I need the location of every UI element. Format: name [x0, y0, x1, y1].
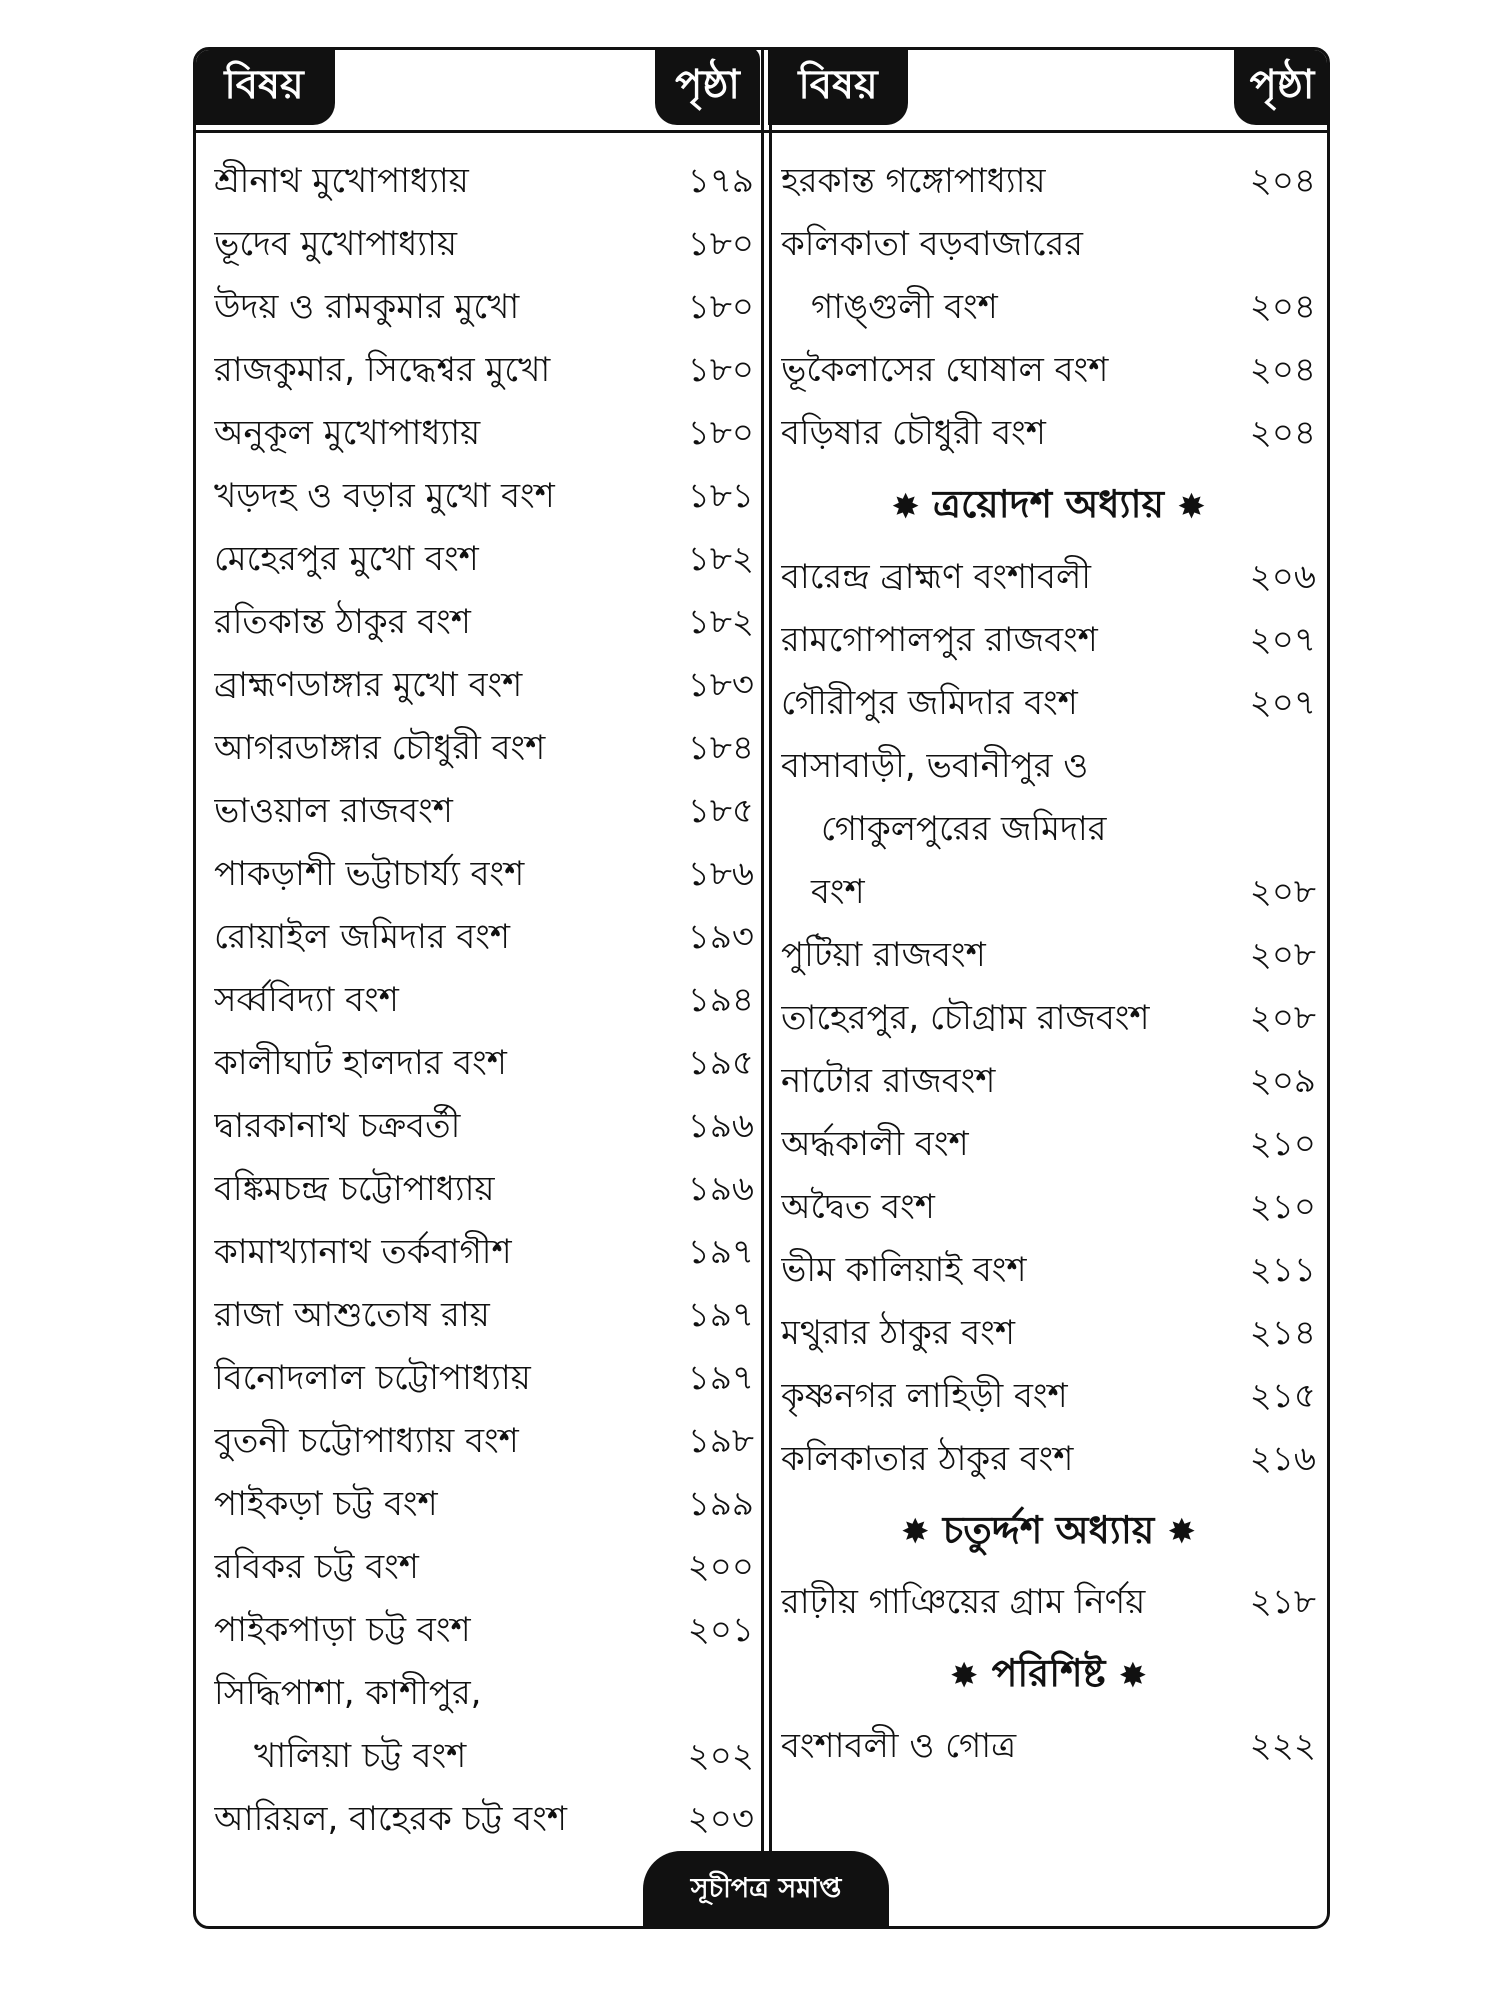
entry-title: অদ্বৈত বংশ [781, 1186, 935, 1227]
entry-page: ১৮২ [687, 539, 754, 579]
star-icon: ✸ [949, 1655, 979, 1696]
entry-page: ১৯৪ [687, 980, 754, 1020]
entry-page: ২০১ [687, 1610, 754, 1650]
entry-row [781, 1428, 1316, 1491]
entry-row [214, 717, 754, 780]
entry-title: সিদ্ধিপাশা, কাশীপুর, [214, 1673, 482, 1713]
star-icon: ✸ [1167, 1512, 1196, 1552]
entry-page: ২০৭ [1249, 682, 1316, 723]
right-page-header: পৃষ্ঠা [1234, 47, 1330, 125]
entry-title: শ্রীনাথ মুখোপাধ্যায় [214, 161, 469, 201]
entry-row [781, 546, 1316, 609]
entry-page: ২১০ [1249, 1123, 1316, 1164]
entry-page: ২১৮ [1249, 1582, 1316, 1622]
entry-row [214, 1284, 754, 1347]
entry-page: ২০২ [687, 1736, 754, 1776]
entry-row [214, 402, 754, 465]
entry-row [214, 339, 754, 402]
entry-title: কালীঘাট হালদার বংশ [214, 1043, 507, 1083]
entry-title: বঙ্কিমচন্দ্র চট্টোপাধ্যায় [214, 1169, 495, 1209]
entry-title: ভাওয়াল রাজবংশ [214, 791, 453, 831]
entry-page: ২১১ [1249, 1249, 1316, 1290]
left-page-header: পৃষ্ঠা [655, 47, 760, 125]
entry-row [214, 1221, 754, 1284]
entry-title: বারেন্দ্র ব্রাহ্মণ বংশাবলী [781, 556, 1092, 597]
entry-page: ১৮০ [687, 350, 754, 390]
entry-row [781, 339, 1316, 402]
entry-page: ১৮২ [687, 602, 754, 642]
entry-row [214, 780, 754, 843]
section-heading-text: চতুর্দ্দশ অধ্যায় [942, 1507, 1155, 1552]
entry-row [214, 1410, 754, 1473]
entry-page: ১৯৯ [687, 1484, 754, 1524]
entry-row [781, 1176, 1316, 1239]
contents-frame [193, 47, 1330, 1929]
section-heading-text: ত্রয়োদশ অধ্যায় [933, 482, 1164, 526]
entry-title: আরিয়ল, বাহেরক চট্ট বংশ [214, 1799, 567, 1839]
entry-page: ২০৮ [1249, 934, 1316, 975]
entry-title: কৃষ্ণনগর লাহিড়ী বংশ [781, 1375, 1068, 1416]
entry-title: আগরডাঙ্গার চৌধুরী বংশ [214, 728, 546, 768]
entry-row [214, 654, 754, 717]
section-heading-appendix [781, 1634, 1316, 1715]
entry-title: রতিকান্ত ঠাকুর বংশ [214, 602, 471, 642]
entry-title: পুটিয়া রাজবংশ [781, 934, 986, 975]
entry-title: মথুরার ঠাকুর বংশ [781, 1312, 1015, 1353]
entry-page: ২০৬ [1249, 556, 1316, 597]
entry-row [781, 1113, 1316, 1176]
entry-title: সর্ব্ববিদ্যা বংশ [214, 980, 399, 1020]
entry-title: পাইকপাড়া চট্ট বংশ [214, 1610, 471, 1650]
entry-page: ২২২ [1249, 1725, 1316, 1766]
entry-page: ২১৬ [1249, 1438, 1316, 1479]
entry-page: ১৮০ [687, 413, 754, 453]
entry-page: ১৯৬ [687, 1169, 754, 1209]
left-subject-header: বিষয় [193, 47, 335, 125]
entry-title: দ্বারকানাথ চক্রবর্তী [214, 1106, 461, 1146]
entry-page: ১৮৫ [687, 791, 754, 831]
entry-page: ১৮০ [687, 287, 754, 327]
entry-row [781, 1365, 1316, 1428]
column-divider [761, 50, 764, 1926]
entry-title: ভীম কালিয়াই বংশ [781, 1249, 1027, 1290]
entry-page: ১৮০ [687, 224, 754, 264]
entry-title: রবিকর চট্ট বংশ [214, 1547, 419, 1587]
entry-title: বাসাবাড়ী, ভবানীপুর ও [781, 745, 1089, 786]
entry-page: ২০৭ [1249, 619, 1316, 660]
entry-title: রাজকুমার, সিদ্ধেশ্বর মুখো [214, 350, 551, 390]
entry-title: বংশ [811, 871, 865, 912]
entry-title: গাঙ্গুলী বংশ [811, 287, 998, 327]
entry-title: বংশাবলী ও গোত্র [781, 1725, 1017, 1766]
entry-page: ২০৩ [687, 1799, 754, 1839]
section-heading-text: পরিশিষ্ট [991, 1651, 1106, 1695]
entry-row [781, 798, 1316, 861]
entry-page: ১৮৬ [687, 854, 754, 894]
entry-page: ১৯৫ [687, 1043, 754, 1083]
entry-row [214, 1158, 754, 1221]
entry-page: ২০৪ [1249, 161, 1316, 201]
entry-page: ১৮৩ [687, 665, 754, 705]
entry-row [781, 987, 1316, 1050]
entry-page: ২০০ [687, 1547, 754, 1587]
entry-row [781, 1239, 1316, 1302]
entry-row [781, 1050, 1316, 1113]
entry-row [214, 276, 754, 339]
entry-row [214, 1599, 754, 1662]
entry-title: পাইকড়া চট্ট বংশ [214, 1484, 438, 1524]
entry-page: ২১৪ [1249, 1312, 1316, 1353]
entry-row [781, 735, 1316, 798]
entry-title: ভূকৈলাসের ঘোষাল বংশ [781, 350, 1109, 390]
entry-page: ২০৯ [1249, 1060, 1316, 1101]
entry-page: ২০৮ [1249, 871, 1316, 912]
entry-page: ১৮১ [687, 476, 754, 516]
entry-row [781, 402, 1316, 465]
entry-title: বড়িষার চৌধুরী বংশ [781, 413, 1046, 453]
entry-title: রাঢ়ীয় গাঞিয়ের গ্রাম নির্ণয় [781, 1582, 1146, 1622]
entry-title: অনুকূল মুখোপাধ্যায় [214, 413, 481, 453]
entry-row [214, 1032, 754, 1095]
entry-page: ১৯৩ [687, 917, 754, 957]
contents-end-label: সূচীপত্র সমাপ্ত [643, 1851, 889, 1929]
entry-title: রামগোপালপুর রাজবংশ [781, 619, 1098, 660]
entry-page: ১৮৪ [687, 728, 754, 768]
entry-row [781, 672, 1316, 735]
entry-title: উদয় ও রামকুমার মুখো [214, 287, 520, 327]
entry-row [214, 1095, 754, 1158]
entry-row [214, 465, 754, 528]
star-icon: ✸ [1118, 1655, 1148, 1696]
entry-row [214, 969, 754, 1032]
entry-row [781, 861, 1316, 924]
entry-row [214, 1347, 754, 1410]
star-icon: ✸ [1177, 486, 1206, 527]
entry-title: পাকড়াশী ভট্টাচার্য্য বংশ [214, 854, 525, 894]
entry-row [214, 528, 754, 591]
entry-page: ২০৮ [1249, 997, 1316, 1038]
entry-row [781, 150, 1316, 213]
entry-title: গোকুলপুরের জমিদার [821, 808, 1107, 849]
entry-row [781, 924, 1316, 987]
entry-title: বুতনী চট্টোপাধ্যায় বংশ [214, 1421, 519, 1461]
entry-title: তাহেরপুর, চৌগ্রাম রাজবংশ [781, 997, 1150, 1038]
entry-row [214, 843, 754, 906]
entry-row [781, 276, 1316, 339]
entry-title: অর্দ্ধকালী বংশ [781, 1123, 969, 1164]
entry-row [214, 150, 754, 213]
entry-row [214, 1536, 754, 1599]
entry-page: ২১০ [1249, 1186, 1316, 1227]
entry-title: রাজা আশুতোষ রায় [214, 1295, 490, 1335]
section-heading-13 [781, 465, 1316, 546]
left-column [214, 150, 754, 1851]
entry-page: ১৯৮ [687, 1421, 754, 1461]
entry-row [781, 213, 1316, 276]
entry-title: কলিকাতার ঠাকুর বংশ [781, 1438, 1074, 1479]
entry-title: বিনোদলাল চট্টোপাধ্যায় [214, 1358, 531, 1398]
star-icon: ✸ [901, 1512, 930, 1552]
entry-title: কলিকাতা বড়বাজারের [781, 224, 1083, 264]
entry-title: কামাখ্যানাথ তর্কবাগীশ [214, 1232, 512, 1272]
entry-row [781, 1715, 1316, 1778]
column-divider [769, 50, 772, 1926]
entry-title: মেহেরপুর মুখো বংশ [214, 539, 479, 579]
entry-row [214, 1725, 754, 1788]
entry-page: ১৭৯ [687, 161, 754, 201]
entry-page: ২০৪ [1249, 287, 1316, 327]
entry-row [781, 1302, 1316, 1365]
entry-page: ২১৫ [1249, 1375, 1316, 1416]
star-icon: ✸ [891, 486, 920, 527]
entry-row [214, 1788, 754, 1851]
entry-title: গৌরীপুর জমিদার বংশ [781, 682, 1078, 723]
entry-page: ১৯৭ [687, 1358, 754, 1398]
entry-title: খড়দহ ও বড়ার মুখো বংশ [214, 476, 555, 516]
entry-page: ১৯৬ [687, 1106, 754, 1146]
entry-page: ১৯৭ [687, 1295, 754, 1335]
entry-row [214, 213, 754, 276]
entry-row [214, 906, 754, 969]
entry-title: খালিয়া চট্ট বংশ [254, 1736, 467, 1776]
right-column [781, 150, 1316, 1778]
entry-row [781, 1571, 1316, 1634]
entry-row [214, 591, 754, 654]
section-heading-14 [781, 1491, 1316, 1572]
entry-row [781, 609, 1316, 672]
entry-page: ২০৪ [1249, 413, 1316, 453]
entry-title: ভূদেব মুখোপাধ্যায় [214, 224, 458, 264]
entry-title: নাটোর রাজবংশ [781, 1060, 996, 1101]
entry-title: হরকান্ত গঙ্গোপাধ্যায় [781, 161, 1046, 201]
entry-page: ১৯৭ [687, 1232, 754, 1272]
entry-page: ২০৪ [1249, 350, 1316, 390]
entry-title: রোয়াইল জমিদার বংশ [214, 917, 511, 957]
entry-row [214, 1473, 754, 1536]
entry-title: ব্রাহ্মণডাঙ্গার মুখো বংশ [214, 665, 523, 705]
right-subject-header: বিষয় [768, 47, 908, 125]
entry-row [214, 1662, 754, 1725]
